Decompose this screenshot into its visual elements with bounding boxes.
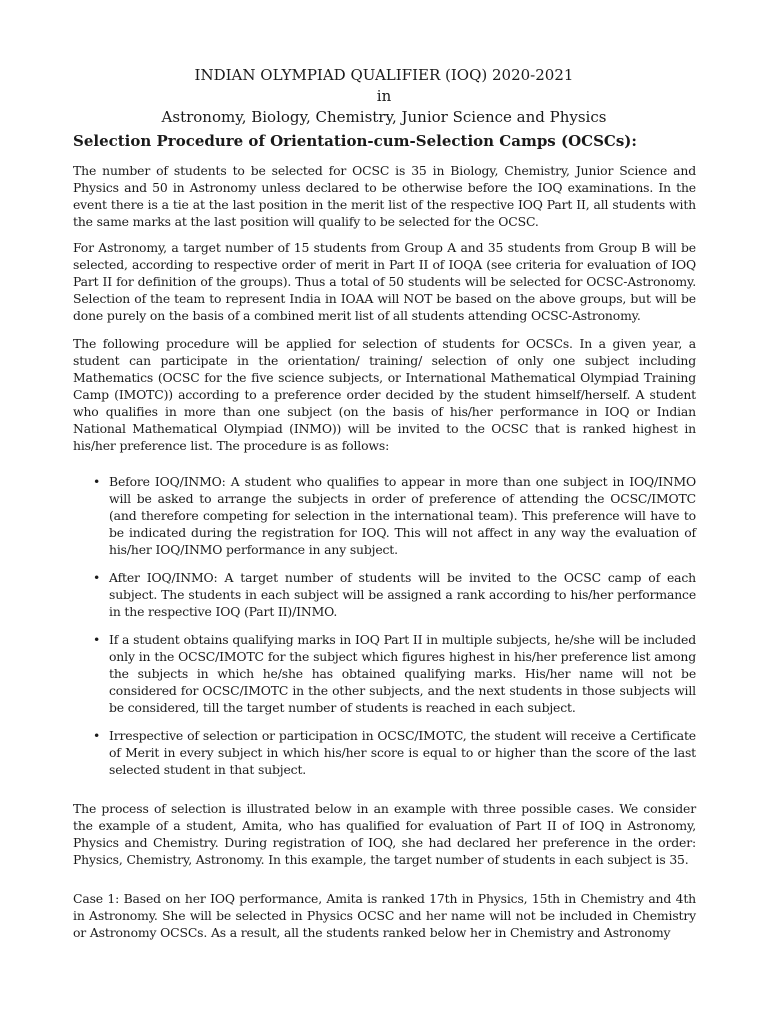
paragraph-case-1: Case 1: Based on her IOQ performance, Amita is ranked 17th in Physics, 15th in Chemistry and 4th in Astronomy. She will be selected in Physics OCSC and her name will not be included in Chemistry or Astronomy OCSCs. As a result, all the students ranked below her in Chemistry and Astronomy: [73, 891, 696, 940]
title-line-2: in: [376, 87, 392, 105]
bullet-certificate-of-merit: • Irrespective of selection or participation in OCSC/IMOTC, the student will receive a Certificate of Merit in every subject in which his/her score is equal to or higher than the score of the last selected student in that subject.: [90, 727, 696, 778]
paragraph-example-intro: The process of selection is illustrated below in an example with three possible cases. We consider the example of a student, Amita, who has qualified for evaluation of Part II of IOQ in Astronomy, Physics and Chemistry. During registration of IOQ, she had declared her preference in the order: Physics, Chemistry, Astronomy. In this example, the target number of students in each subject is 35.: [73, 801, 696, 867]
section-heading: Selection Procedure of Orientation-cum-Selection Camps (OCSCs):: [73, 132, 637, 150]
bullet-multiple-subjects: • If a student obtains qualifying marks in IOQ Part II in multiple subjects, he/she will be included only in the OCSC/IMOTC for the subject which figures highest in his/her preference list among the subjects in which he/she has obtained qualifying marks. His/her name will not be considered for OCSC/IMOTC in the other subjects, and the next students in those subjects will be considered, till the target number of students is reached in each subject.: [90, 631, 696, 716]
procedure-bullet-list: [90, 473, 696, 789]
paragraph-ocsc-numbers: The number of students to be selected for OCSC is 35 in Biology, Chemistry, Junior Science and Physics and 50 in Astronomy unless declared to be otherwise before the IOQ examinations. In the event there is a tie at the last position in the merit list of the respective IOQ Part II, all students with the same marks at the last position will qualify to be selected for the OCSC.: [73, 163, 696, 229]
bullet-before-ioq: • Before IOQ/INMO: A student who qualifies to appear in more than one subject in IOQ/INMO will be asked to arrange the subjects in order of preference of attending the OCSC/IMOTC (and therefore competing for selection in the international team). This preference will have to be indicated during the registration for IOQ. This will not affect in any way the evaluation of his/her IOQ/INMO performance in any subject.: [90, 473, 696, 558]
title-line-1: INDIAN OLYMPIAD QUALIFIER (IOQ) 2020-2021: [194, 66, 574, 84]
document-title-block: [0, 65, 768, 128]
bullet-after-ioq: • After IOQ/INMO: A target number of students will be invited to the OCSC camp of each subject. The students in each subject will be assigned a rank according to his/her performance in the respective IOQ (Part II)/INMO.: [90, 569, 696, 620]
title-line-3: Astronomy, Biology, Chemistry, Junior Science and Physics: [161, 108, 607, 126]
paragraph-astronomy-groups: For Astronomy, a target number of 15 students from Group A and 35 students from Group B will be selected, according to respective order of merit in Part II of IOQA (see criteria for evaluation of IOQ Part II for definition of the groups). Thus a total of 50 students will be selected for OCSC-Astronomy. Selection of the team to represent India in IOAA will NOT be based on the above groups, but will be done purely on the basis of a combined merit list of all students attending OCSC-Astronomy.: [73, 240, 696, 323]
paragraph-procedure-intro: The following procedure will be applied for selection of students for OCSCs. In a given year, a student can participate in the orientation/ training/ selection of only one subject including Mathematics (OCSC for the five science subjects, or International Mathematical Olympiad Training Camp (IMOTC)) according to a preference order decided by the student himself/herself. A student who qualifies in more than one subject (on the basis of his/her performance in IOQ or Indian National Mathematical Olympiad (INMO)) will be invited to the OCSC that is ranked highest in his/her preference list. The procedure is as follows:: [73, 336, 696, 453]
